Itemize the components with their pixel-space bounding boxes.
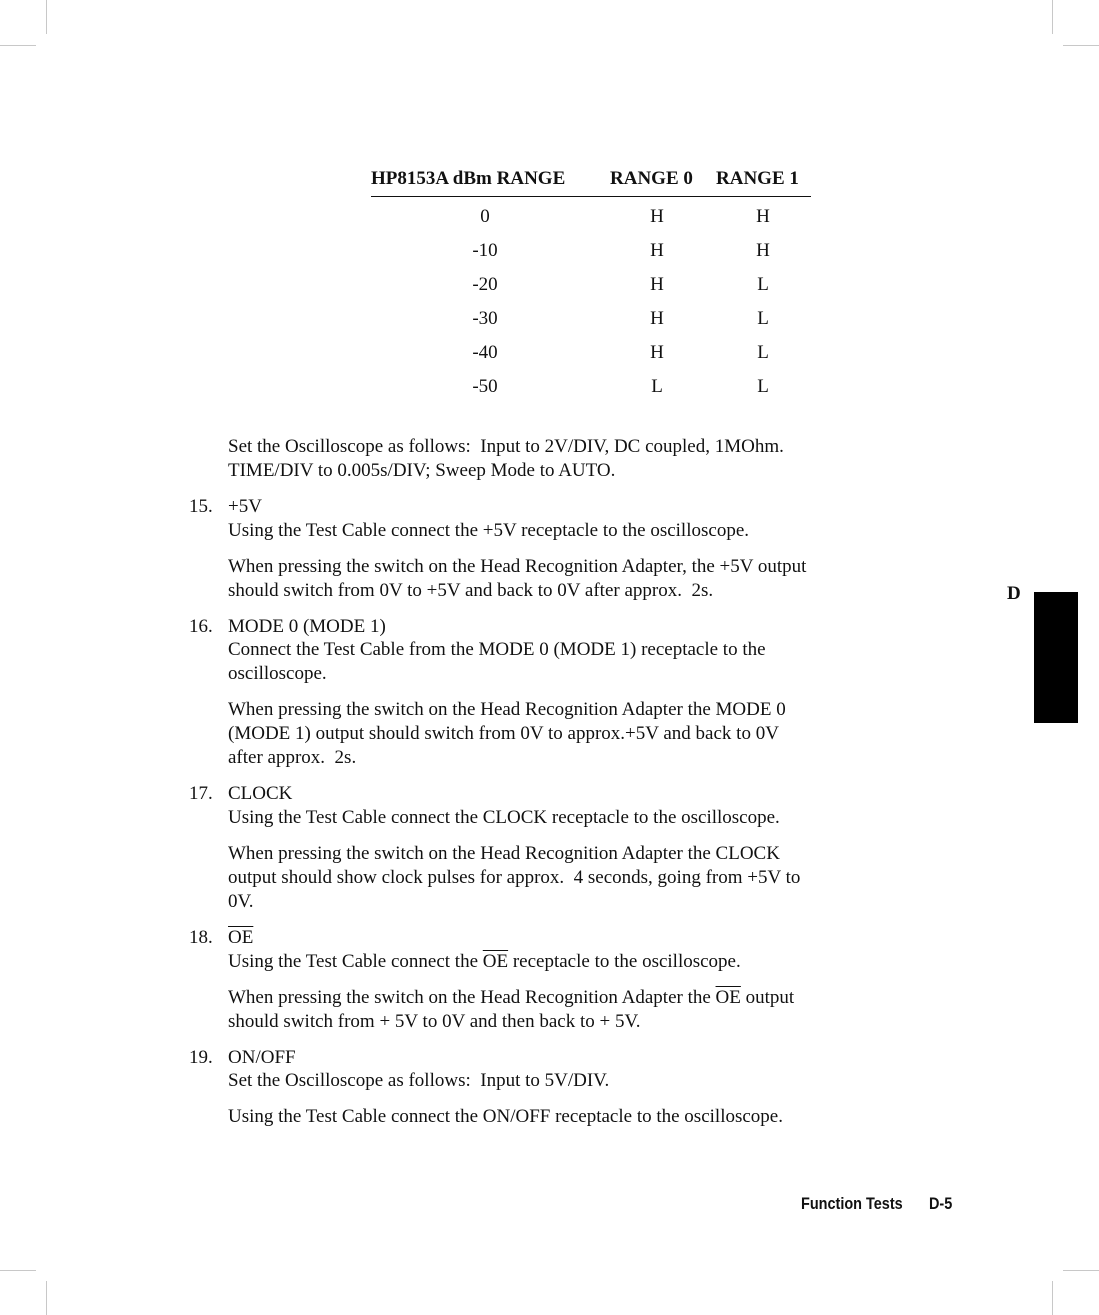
section-tab-letter: D [1007,583,1021,604]
text-segment: output [740,987,795,1008]
crop-mark-top-right-h [1063,45,1099,46]
crop-mark-bottom-left-h [0,1270,36,1271]
footer-section-title: Function Tests [801,1194,903,1213]
table-cell: L [757,342,769,363]
footer-page-number: D-5 [929,1194,953,1213]
step-title: $\overline{OE}$ [228,927,254,948]
crop-mark-bottom-left-v [46,1281,47,1315]
overlined-signal: $\overline{OE}$ [482,951,509,972]
table-row [371,231,811,265]
table-body [371,197,811,401]
table-cell: -40 [472,342,498,363]
table-cell: 0 [480,206,490,227]
table-cell: L [651,376,663,397]
range-table [371,166,811,401]
step-number: 15. [189,496,213,517]
table-cell: H [650,274,664,295]
header-range-0: RANGE 0 [610,168,693,189]
step-text: after approx. 2s. [228,747,357,768]
table-cell: H [756,206,770,227]
table-row [371,299,811,333]
step-text: Connect the Test Cable from the MODE 0 (MODE 1) receptacle to the [228,639,766,660]
step-title: +5V [228,496,262,517]
step-text: Using the Test Cable connect the +5V receptacle to the oscilloscope. [228,520,749,541]
overlined-signal: $\overline{OE}$ [715,987,741,1008]
step-title: ON/OFF [228,1047,296,1068]
intro-line-1: Set the Oscilloscope as follows: Input to 2V/DIV, DC coupled, 1MOhm. [228,436,784,457]
crop-mark-top-right-v [1052,0,1053,34]
step-text: Using the Test Cable connect the CLOCK receptacle to the oscilloscope. [228,807,780,828]
table-cell: -30 [472,308,498,329]
step-number: 18. [189,927,213,948]
header-range-1: RANGE 1 [716,168,799,189]
crop-mark-bottom-right-v [1052,1281,1053,1315]
text-segment: receptacle to the oscilloscope. [508,951,741,972]
table-cell: H [650,206,664,227]
step-text: output should show clock pulses for approx. 4 seconds, going from +5V to [228,867,801,888]
table-row [371,197,811,231]
table-row [371,367,811,401]
step-title: MODE 0 (MODE 1) [228,616,386,637]
step-text: oscilloscope. [228,663,327,684]
table-cell: -20 [472,274,498,295]
table-cell: -50 [472,376,498,397]
table-cell: L [757,274,769,295]
table-cell: H [756,240,770,261]
step-text: Set the Oscilloscope as follows: Input to 5V/DIV. [228,1070,610,1091]
step-text: When pressing the switch on the Head Recognition Adapter the MODE 0 [228,699,786,720]
header-dbm-range: HP8153A dBm RANGE [371,168,566,189]
table-header [371,166,811,197]
step-text: When pressing the switch on the Head Recognition Adapter the CLOCK [228,843,780,864]
intro-line-2: TIME/DIV to 0.005s/DIV; Sweep Mode to AUTO. [228,460,616,481]
section-tab-marker [1034,592,1078,723]
step-text [228,986,794,1010]
table-cell: H [650,342,664,363]
crop-mark-top-left-v [46,0,47,34]
table-row [371,333,811,367]
step-text: Using the Test Cable connect the ON/OFF receptacle to the oscilloscope. [228,1106,783,1127]
step-number: 19. [189,1047,213,1068]
crop-mark-bottom-right-h [1063,1270,1099,1271]
table-cell: L [757,308,769,329]
text-segment: Using the Test Cable connect the [228,951,483,972]
step-title: CLOCK [228,783,293,804]
step-text: (MODE 1) output should switch from 0V to approx.+5V and back to 0V [228,723,779,744]
step-text: When pressing the switch on the Head Recognition Adapter, the +5V output [228,556,807,577]
step-text [228,950,741,974]
step-number: 16. [189,616,213,637]
step-text: 0V. [228,891,254,912]
table-cell: H [650,308,664,329]
step-text: should switch from 0V to +5V and back to 0V after approx. 2s. [228,580,714,601]
crop-mark-top-left-h [0,45,36,46]
table-cell: H [650,240,664,261]
table-cell: L [757,376,769,397]
table-row [371,265,811,299]
step-number: 17. [189,783,213,804]
table-cell: -10 [472,240,498,261]
text-segment: When pressing the switch on the Head Recognition Adapter the [228,987,716,1008]
step-text: should switch from + 5V to 0V and then back to + 5V. [228,1011,641,1032]
